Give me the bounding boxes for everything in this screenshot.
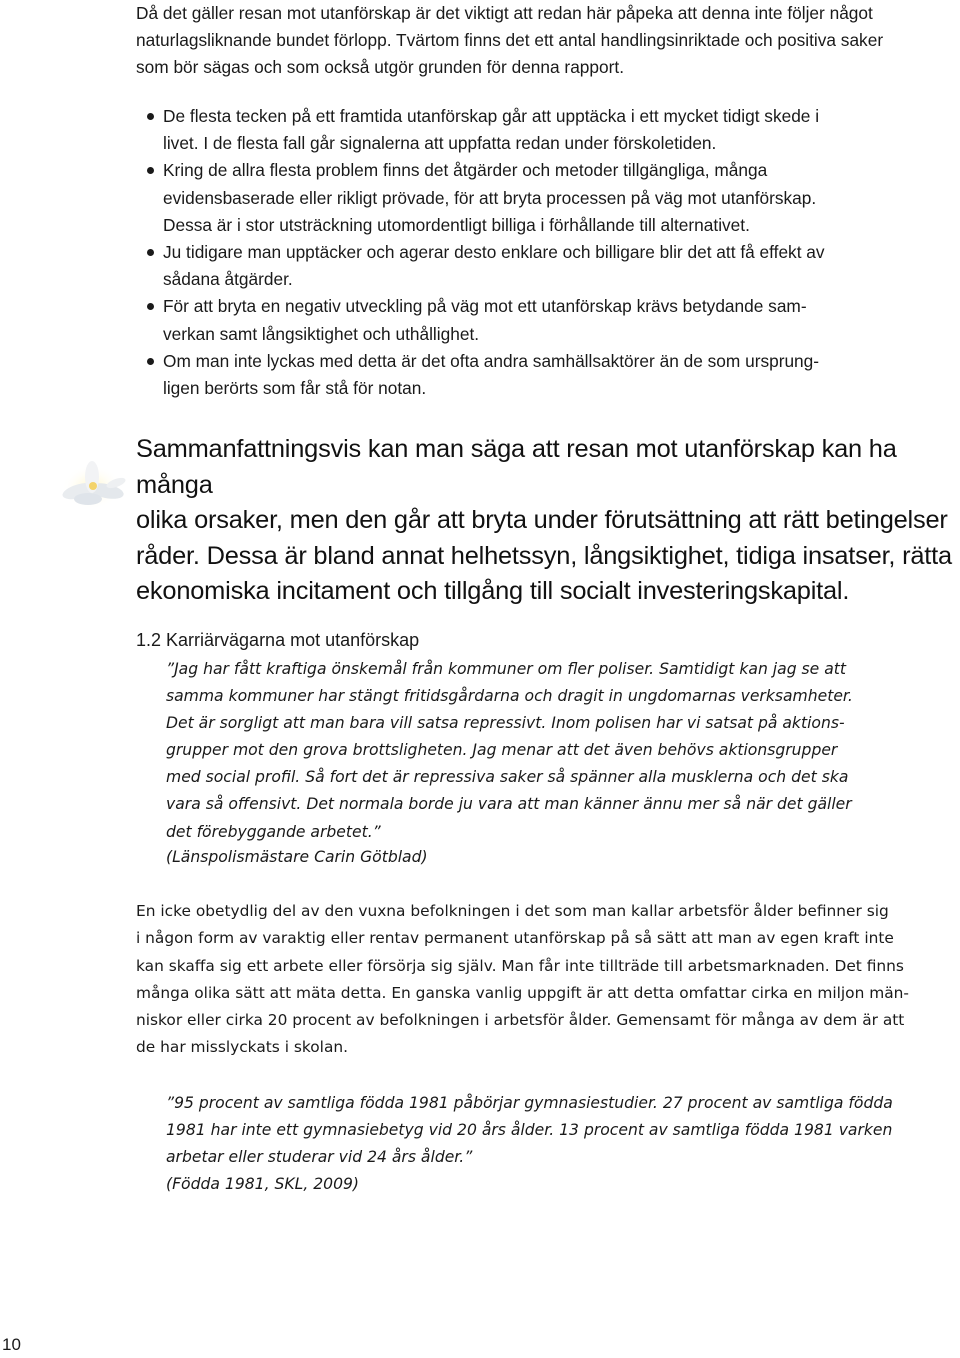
summary-line: Sammanfattningsvis kan man säga att resan mot utanförskap kan ha många (136, 435, 897, 499)
intro-line: Då det gäller resan mot utanförskap är det viktigt att redan här påpeka att denna inte följer något (136, 3, 873, 23)
section-heading: 1.2 Karriärvägarna mot utanförskap (136, 630, 420, 650)
summary-line: olika orsaker, men den går att bryta under förutsättning att rätt betingelser (136, 506, 948, 534)
intro-line: naturlagsliknande bundet förlopp. Tvärtom finns det ett antal handlingsinriktade och positiva saker (136, 30, 884, 50)
bullet-list (163, 103, 960, 402)
bullet-item: För att bryta en negativ utveckling på väg mot ett utanförskap krävs betydande sam- verkan samt långsiktighet och uthållighet. (163, 293, 960, 347)
bullet-item: Om man inte lyckas med detta är det ofta andra samhällsaktörer än de som ursprung- ligen berörts som får stå för notan. (163, 348, 960, 402)
bullet-item: Ju tidigare man upptäcker och agerar desto enklare och billigare blir det att få effekt av sådana åtgärder. (163, 239, 960, 293)
body-paragraph: En icke obetydlig del av den vuxna befolkningen i det som man kallar arbetsför ålder befinner sig i någon form av varaktig eller rentav permanent utanförskap på så sätt att man av egen kraft inte kan skaffa sig ett arbete eller försörja sig själv. Man får inte tillträde till arbetsmarknaden. Det finns många olika sätt att mäta detta. En ganska vanlig uppgift är att detta omfattar cirka en miljon män- niskor eller cirka 20 procent av befolkningen i arbetsför ålder. Gemensamt för många av dem är att de har misslyckats i skolan. (136, 902, 909, 1057)
flower-icon (58, 455, 138, 515)
quote-attribution: (Födda 1981, SKL, 2009) (166, 1175, 359, 1193)
bullet-item: Kring de allra flesta problem finns det åtgärder och metoder tillgängliga, många evidensbaserade eller rikligt prövade, för att bryta processen på väg mot utanförskap. Dessa är i stor utsträckning utomordentligt billiga i förhållande till alternativet. (163, 157, 960, 239)
intro-paragraph (136, 0, 946, 81)
summary-statement (136, 432, 956, 610)
bullet-item: De flesta tecken på ett framtida utanförskap går att upptäcka i ett mycket tidigt skede i livet. I de flesta fall går signalerna att uppfatta redan under förskoletiden. (163, 103, 960, 157)
intro-line: som bör sägas och som också utgör grunden för denna rapport. (136, 57, 624, 77)
page-number: 10 (2, 1335, 21, 1354)
quote-attribution: (Länspolismästare Carin Götblad) (166, 848, 428, 866)
summary-line: råder. Dessa är bland annat helhetssyn, långsiktighet, tidiga insatser, rätta (136, 541, 952, 570)
statistics-quote: ”95 procent av samtliga födda 1981 påbörjar gymnasiestudier. 27 procent av samtliga födda 1981 har inte ett gymnasiebetyg vid 20 års ålder. 13 procent av samtliga födda 1981 varken arbetar eller studerar vid 24 års ålder.” (166, 1094, 893, 1167)
summary-line: ekonomiska incitament och tillgång till socialt investeringskapital. (136, 577, 850, 605)
police-quote: ”Jag har fått kraftiga önskemål från kommuner om fler poliser. Samtidigt kan jag se att samma kommuner har stängt fritidsgårdarna och dragit in ungdomarnas verksamheter. Det är sorgligt att man bara vill satsa repressivt. Inom polisen har vi satsat på aktions- grupper mot den grova brottsligheten. Jag menar att det även behövs aktionsgrupper med social profil. Så fort det är repressiva saker så spänner alla musklerna och det ska vara så offensivt. Det normala borde ju vara att man känner ännu mer så när det gäller det förebyggande arbetet.” (166, 660, 853, 841)
